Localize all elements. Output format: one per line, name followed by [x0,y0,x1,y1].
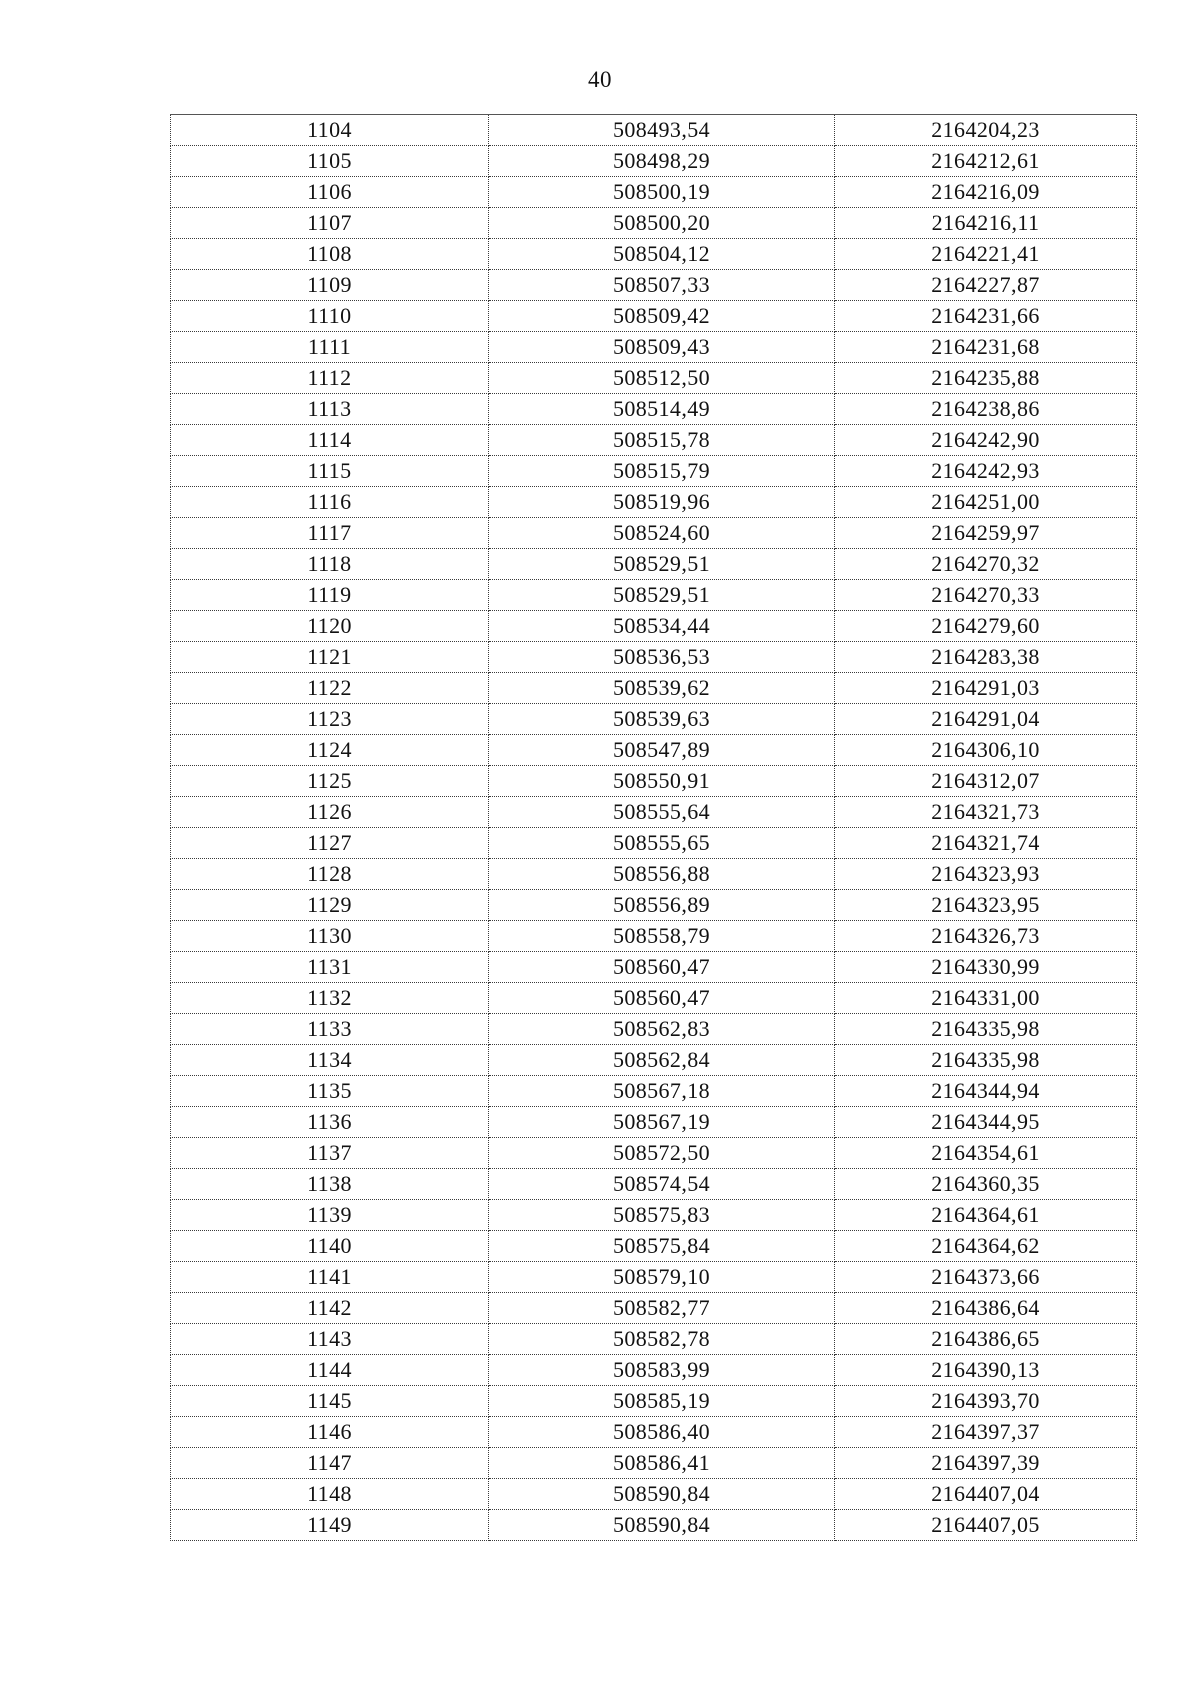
table-row [171,1169,1137,1200]
point-number-cell: 1149 [171,1510,489,1541]
x-coordinate-cell: 508560,47 [489,952,835,983]
x-coordinate-cell: 508583,99 [489,1355,835,1386]
point-number-cell: 1104 [171,115,489,146]
x-coordinate-cell: 508556,88 [489,859,835,890]
y-coordinate-cell: 2164321,74 [835,828,1137,859]
point-number-cell: 1139 [171,1200,489,1231]
table-row [171,332,1137,363]
y-coordinate-cell: 2164323,93 [835,859,1137,890]
y-coordinate-cell: 2164326,73 [835,921,1137,952]
x-coordinate-cell: 508539,63 [489,704,835,735]
y-coordinate-cell: 2164364,62 [835,1231,1137,1262]
y-coordinate-cell: 2164373,66 [835,1262,1137,1293]
y-coordinate-cell: 2164331,00 [835,983,1137,1014]
x-coordinate-cell: 508574,54 [489,1169,835,1200]
x-coordinate-cell: 508562,83 [489,1014,835,1045]
x-coordinate-cell: 508555,64 [489,797,835,828]
table-row [171,859,1137,890]
table-row [171,1293,1137,1324]
x-coordinate-cell: 508556,89 [489,890,835,921]
point-number-cell: 1113 [171,394,489,425]
table-row [171,239,1137,270]
x-coordinate-cell: 508562,84 [489,1045,835,1076]
x-coordinate-cell: 508579,10 [489,1262,835,1293]
x-coordinate-cell: 508586,40 [489,1417,835,1448]
point-number-cell: 1135 [171,1076,489,1107]
y-coordinate-cell: 2164279,60 [835,611,1137,642]
y-coordinate-cell: 2164360,35 [835,1169,1137,1200]
point-number-cell: 1110 [171,301,489,332]
point-number-cell: 1131 [171,952,489,983]
table-row [171,983,1137,1014]
point-number-cell: 1115 [171,456,489,487]
table-row [171,1138,1137,1169]
coordinates-table-body [171,115,1137,1541]
x-coordinate-cell: 508575,84 [489,1231,835,1262]
x-coordinate-cell: 508586,41 [489,1448,835,1479]
y-coordinate-cell: 2164270,33 [835,580,1137,611]
table-row [171,1200,1137,1231]
point-number-cell: 1137 [171,1138,489,1169]
table-row [171,1076,1137,1107]
x-coordinate-cell: 508507,33 [489,270,835,301]
x-coordinate-cell: 508590,84 [489,1479,835,1510]
table-row [171,487,1137,518]
x-coordinate-cell: 508550,91 [489,766,835,797]
point-number-cell: 1144 [171,1355,489,1386]
point-number-cell: 1126 [171,797,489,828]
page-number: 40 [588,67,612,92]
y-coordinate-cell: 2164407,04 [835,1479,1137,1510]
table-row [171,828,1137,859]
table-row [171,921,1137,952]
y-coordinate-cell: 2164321,73 [835,797,1137,828]
x-coordinate-cell: 508529,51 [489,549,835,580]
table-row [171,1014,1137,1045]
point-number-cell: 1125 [171,766,489,797]
x-coordinate-cell: 508585,19 [489,1386,835,1417]
y-coordinate-cell: 2164323,95 [835,890,1137,921]
table-row [171,363,1137,394]
point-number-cell: 1123 [171,704,489,735]
y-coordinate-cell: 2164335,98 [835,1014,1137,1045]
table-row [171,456,1137,487]
table-row [171,1417,1137,1448]
point-number-cell: 1133 [171,1014,489,1045]
y-coordinate-cell: 2164386,64 [835,1293,1137,1324]
x-coordinate-cell: 508555,65 [489,828,835,859]
table-row [171,673,1137,704]
x-coordinate-cell: 508536,53 [489,642,835,673]
point-number-cell: 1146 [171,1417,489,1448]
point-number-cell: 1112 [171,363,489,394]
point-number-cell: 1121 [171,642,489,673]
y-coordinate-cell: 2164344,95 [835,1107,1137,1138]
point-number-cell: 1128 [171,859,489,890]
point-number-cell: 1143 [171,1324,489,1355]
table-row [171,890,1137,921]
point-number-cell: 1105 [171,146,489,177]
x-coordinate-cell: 508534,44 [489,611,835,642]
table-row [171,1324,1137,1355]
x-coordinate-cell: 508514,49 [489,394,835,425]
table-row [171,549,1137,580]
y-coordinate-cell: 2164251,00 [835,487,1137,518]
y-coordinate-cell: 2164212,61 [835,146,1137,177]
point-number-cell: 1145 [171,1386,489,1417]
y-coordinate-cell: 2164354,61 [835,1138,1137,1169]
point-number-cell: 1138 [171,1169,489,1200]
point-number-cell: 1140 [171,1231,489,1262]
point-number-cell: 1130 [171,921,489,952]
table-row [171,394,1137,425]
y-coordinate-cell: 2164407,05 [835,1510,1137,1541]
point-number-cell: 1106 [171,177,489,208]
point-number-cell: 1107 [171,208,489,239]
y-coordinate-cell: 2164291,03 [835,673,1137,704]
table-row [171,115,1137,146]
point-number-cell: 1127 [171,828,489,859]
point-number-cell: 1114 [171,425,489,456]
table-row [171,1355,1137,1386]
table-row [171,1510,1137,1541]
y-coordinate-cell: 2164259,97 [835,518,1137,549]
table-row [171,704,1137,735]
table-row [171,1045,1137,1076]
x-coordinate-cell: 508582,78 [489,1324,835,1355]
point-number-cell: 1120 [171,611,489,642]
y-coordinate-cell: 2164216,09 [835,177,1137,208]
y-coordinate-cell: 2164397,39 [835,1448,1137,1479]
point-number-cell: 1122 [171,673,489,704]
point-number-cell: 1134 [171,1045,489,1076]
y-coordinate-cell: 2164227,87 [835,270,1137,301]
y-coordinate-cell: 2164231,66 [835,301,1137,332]
table-row [171,1262,1137,1293]
point-number-cell: 1142 [171,1293,489,1324]
coordinates-table [170,114,1137,1541]
x-coordinate-cell: 508500,19 [489,177,835,208]
y-coordinate-cell: 2164216,11 [835,208,1137,239]
y-coordinate-cell: 2164231,68 [835,332,1137,363]
y-coordinate-cell: 2164221,41 [835,239,1137,270]
point-number-cell: 1117 [171,518,489,549]
x-coordinate-cell: 508560,47 [489,983,835,1014]
x-coordinate-cell: 508524,60 [489,518,835,549]
y-coordinate-cell: 2164364,61 [835,1200,1137,1231]
table-row [171,952,1137,983]
point-number-cell: 1108 [171,239,489,270]
y-coordinate-cell: 2164242,90 [835,425,1137,456]
x-coordinate-cell: 508515,78 [489,425,835,456]
y-coordinate-cell: 2164204,23 [835,115,1137,146]
x-coordinate-cell: 508493,54 [489,115,835,146]
point-number-cell: 1129 [171,890,489,921]
x-coordinate-cell: 508500,20 [489,208,835,239]
y-coordinate-cell: 2164235,88 [835,363,1137,394]
point-number-cell: 1116 [171,487,489,518]
y-coordinate-cell: 2164242,93 [835,456,1137,487]
y-coordinate-cell: 2164283,38 [835,642,1137,673]
x-coordinate-cell: 508504,12 [489,239,835,270]
x-coordinate-cell: 508547,89 [489,735,835,766]
table-row [171,1479,1137,1510]
x-coordinate-cell: 508509,43 [489,332,835,363]
point-number-cell: 1132 [171,983,489,1014]
y-coordinate-cell: 2164393,70 [835,1386,1137,1417]
x-coordinate-cell: 508512,50 [489,363,835,394]
point-number-cell: 1148 [171,1479,489,1510]
x-coordinate-cell: 508572,50 [489,1138,835,1169]
x-coordinate-cell: 508498,29 [489,146,835,177]
point-number-cell: 1119 [171,580,489,611]
y-coordinate-cell: 2164312,07 [835,766,1137,797]
point-number-cell: 1141 [171,1262,489,1293]
x-coordinate-cell: 508539,62 [489,673,835,704]
y-coordinate-cell: 2164386,65 [835,1324,1137,1355]
table-row [171,642,1137,673]
table-row [171,177,1137,208]
x-coordinate-cell: 508515,79 [489,456,835,487]
x-coordinate-cell: 508582,77 [489,1293,835,1324]
table-row [171,1448,1137,1479]
table-row [171,580,1137,611]
point-number-cell: 1147 [171,1448,489,1479]
table-row [171,270,1137,301]
point-number-cell: 1136 [171,1107,489,1138]
table-row [171,797,1137,828]
point-number-cell: 1118 [171,549,489,580]
x-coordinate-cell: 508590,84 [489,1510,835,1541]
point-number-cell: 1111 [171,332,489,363]
y-coordinate-cell: 2164270,32 [835,549,1137,580]
table-row [171,766,1137,797]
y-coordinate-cell: 2164238,86 [835,394,1137,425]
x-coordinate-cell: 508529,51 [489,580,835,611]
x-coordinate-cell: 508567,18 [489,1076,835,1107]
table-row [171,425,1137,456]
point-number-cell: 1109 [171,270,489,301]
x-coordinate-cell: 508519,96 [489,487,835,518]
table-row [171,1231,1137,1262]
table-row [171,146,1137,177]
x-coordinate-cell: 508509,42 [489,301,835,332]
table-row [171,1386,1137,1417]
table-row [171,208,1137,239]
y-coordinate-cell: 2164306,10 [835,735,1137,766]
y-coordinate-cell: 2164330,99 [835,952,1137,983]
table-row [171,1107,1137,1138]
table-row [171,518,1137,549]
point-number-cell: 1124 [171,735,489,766]
x-coordinate-cell: 508567,19 [489,1107,835,1138]
x-coordinate-cell: 508558,79 [489,921,835,952]
table-row [171,611,1137,642]
y-coordinate-cell: 2164344,94 [835,1076,1137,1107]
table-row [171,301,1137,332]
y-coordinate-cell: 2164397,37 [835,1417,1137,1448]
y-coordinate-cell: 2164335,98 [835,1045,1137,1076]
y-coordinate-cell: 2164291,04 [835,704,1137,735]
y-coordinate-cell: 2164390,13 [835,1355,1137,1386]
table-row [171,735,1137,766]
x-coordinate-cell: 508575,83 [489,1200,835,1231]
